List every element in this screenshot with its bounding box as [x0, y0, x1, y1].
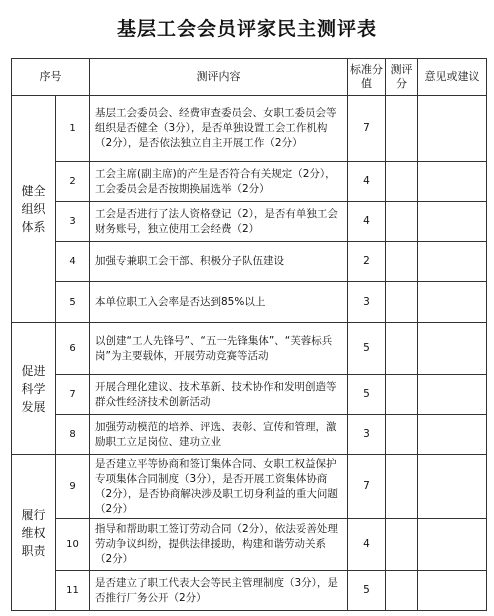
row-content: 加强劳动模范的培养、评选、表彰、宣传和管理，激励职工立足岗位、建功立业 — [90, 415, 348, 455]
category-organization — [12, 96, 56, 323]
row-score-cell[interactable] — [386, 323, 418, 375]
row-opinion-cell[interactable] — [418, 162, 487, 202]
row-content: 工会主席(副主席)的产生是否符合有关规定（2分），工会委员会是否按期换届选举（2分） — [90, 162, 348, 202]
row-standard-score: 5 — [348, 375, 386, 415]
row-number: 6 — [56, 323, 90, 375]
row-number: 7 — [56, 375, 90, 415]
row-number: 1 — [56, 96, 90, 162]
row-score-cell[interactable] — [386, 519, 418, 571]
row-score-cell[interactable] — [386, 375, 418, 415]
header-score: 测评分 — [386, 59, 418, 96]
table-row — [12, 415, 487, 455]
row-number: 2 — [56, 162, 90, 202]
row-score-cell[interactable] — [386, 571, 418, 611]
row-standard-score: 4 — [348, 202, 386, 242]
row-content: 工会是否进行了法人资格登记（2），是否有单独工会财务账号，独立使用工会经费（2） — [90, 202, 348, 242]
category-development — [12, 323, 56, 455]
row-opinion-cell[interactable] — [418, 323, 487, 375]
row-opinion-cell[interactable] — [418, 455, 487, 519]
row-content: 加强专兼职工会干部、积极分子队伍建设 — [90, 242, 348, 282]
row-score-cell[interactable] — [386, 96, 418, 162]
row-score-cell[interactable] — [386, 455, 418, 519]
row-opinion-cell[interactable] — [418, 415, 487, 455]
row-standard-score: 4 — [348, 162, 386, 202]
evaluation-table — [11, 58, 487, 611]
row-number: 9 — [56, 455, 90, 519]
row-opinion-cell[interactable] — [418, 202, 487, 242]
table-row — [12, 455, 487, 519]
row-content: 本单位职工入会率是否达到85%以上 — [90, 282, 348, 323]
row-number: 11 — [56, 571, 90, 611]
row-content: 开展合理化建议、技术革新、技术协作和发明创造等群众性经济技术创新活动 — [90, 375, 348, 415]
table-row — [12, 96, 487, 162]
table-row — [12, 202, 487, 242]
row-standard-score: 7 — [348, 96, 386, 162]
row-opinion-cell[interactable] — [418, 375, 487, 415]
row-content: 指导和帮助职工签订劳动合同（2分），依法妥善处理劳动争议纠纷，提供法律援助，构建和谐劳动关系（2分） — [90, 519, 348, 571]
category-label: 履行维权职责 — [21, 507, 46, 558]
header-seq: 序号 — [12, 59, 90, 96]
row-content: 是否建立了职工代表大会等民主管理制度（3分），是否推行厂务公开（2分） — [90, 571, 348, 611]
table-row — [12, 323, 487, 375]
row-standard-score: 7 — [348, 455, 386, 519]
header-content: 测评内容 — [90, 59, 348, 96]
row-score-cell[interactable] — [386, 415, 418, 455]
row-standard-score: 3 — [348, 415, 386, 455]
category-label: 促进科学发展 — [21, 363, 46, 414]
header-opinion: 意见或建议 — [418, 59, 487, 96]
table-row — [12, 242, 487, 282]
table-row — [12, 571, 487, 611]
row-score-cell[interactable] — [386, 242, 418, 282]
row-number: 4 — [56, 242, 90, 282]
table-row — [12, 519, 487, 571]
row-opinion-cell[interactable] — [418, 242, 487, 282]
category-label: 健全组织体系 — [21, 184, 46, 234]
table-row — [12, 375, 487, 415]
row-score-cell[interactable] — [386, 202, 418, 242]
row-number: 8 — [56, 415, 90, 455]
table-row — [12, 282, 487, 323]
row-standard-score: 2 — [348, 242, 386, 282]
row-number: 10 — [56, 519, 90, 571]
table-row — [12, 162, 487, 202]
row-standard-score: 4 — [348, 519, 386, 571]
row-standard-score: 3 — [348, 282, 386, 323]
row-score-cell[interactable] — [386, 162, 418, 202]
row-opinion-cell[interactable] — [418, 282, 487, 323]
row-number: 5 — [56, 282, 90, 323]
row-opinion-cell[interactable] — [418, 96, 487, 162]
header-row — [12, 59, 487, 96]
row-standard-score: 5 — [348, 323, 386, 375]
page-title: 基层工会会员评家民主测评表 — [116, 18, 377, 40]
row-opinion-cell[interactable] — [418, 571, 487, 611]
category-rights — [12, 455, 56, 611]
row-standard-score: 5 — [348, 571, 386, 611]
row-content: 基层工会委员会、经费审查委员会、女职工委员会等组织是否健全（3分），是否单独设置工会工作机构（2分），是否依法独立自主开展工作（2分） — [90, 96, 348, 162]
row-content: 以创建“工人先锋号”、“五一先锋集体”、“芙蓉标兵岗”为主要载体，开展劳动竞赛等活动 — [90, 323, 348, 375]
row-content: 是否建立平等协商和签订集体合同、女职工权益保护专项集体合同制度（3分），是否开展工资集体协商（2分），是否协商解决涉及职工切身利益的重大问题（2分） — [90, 455, 348, 519]
row-opinion-cell[interactable] — [418, 519, 487, 571]
row-number: 3 — [56, 202, 90, 242]
header-standard: 标准分值 — [348, 59, 386, 96]
row-score-cell[interactable] — [386, 282, 418, 323]
